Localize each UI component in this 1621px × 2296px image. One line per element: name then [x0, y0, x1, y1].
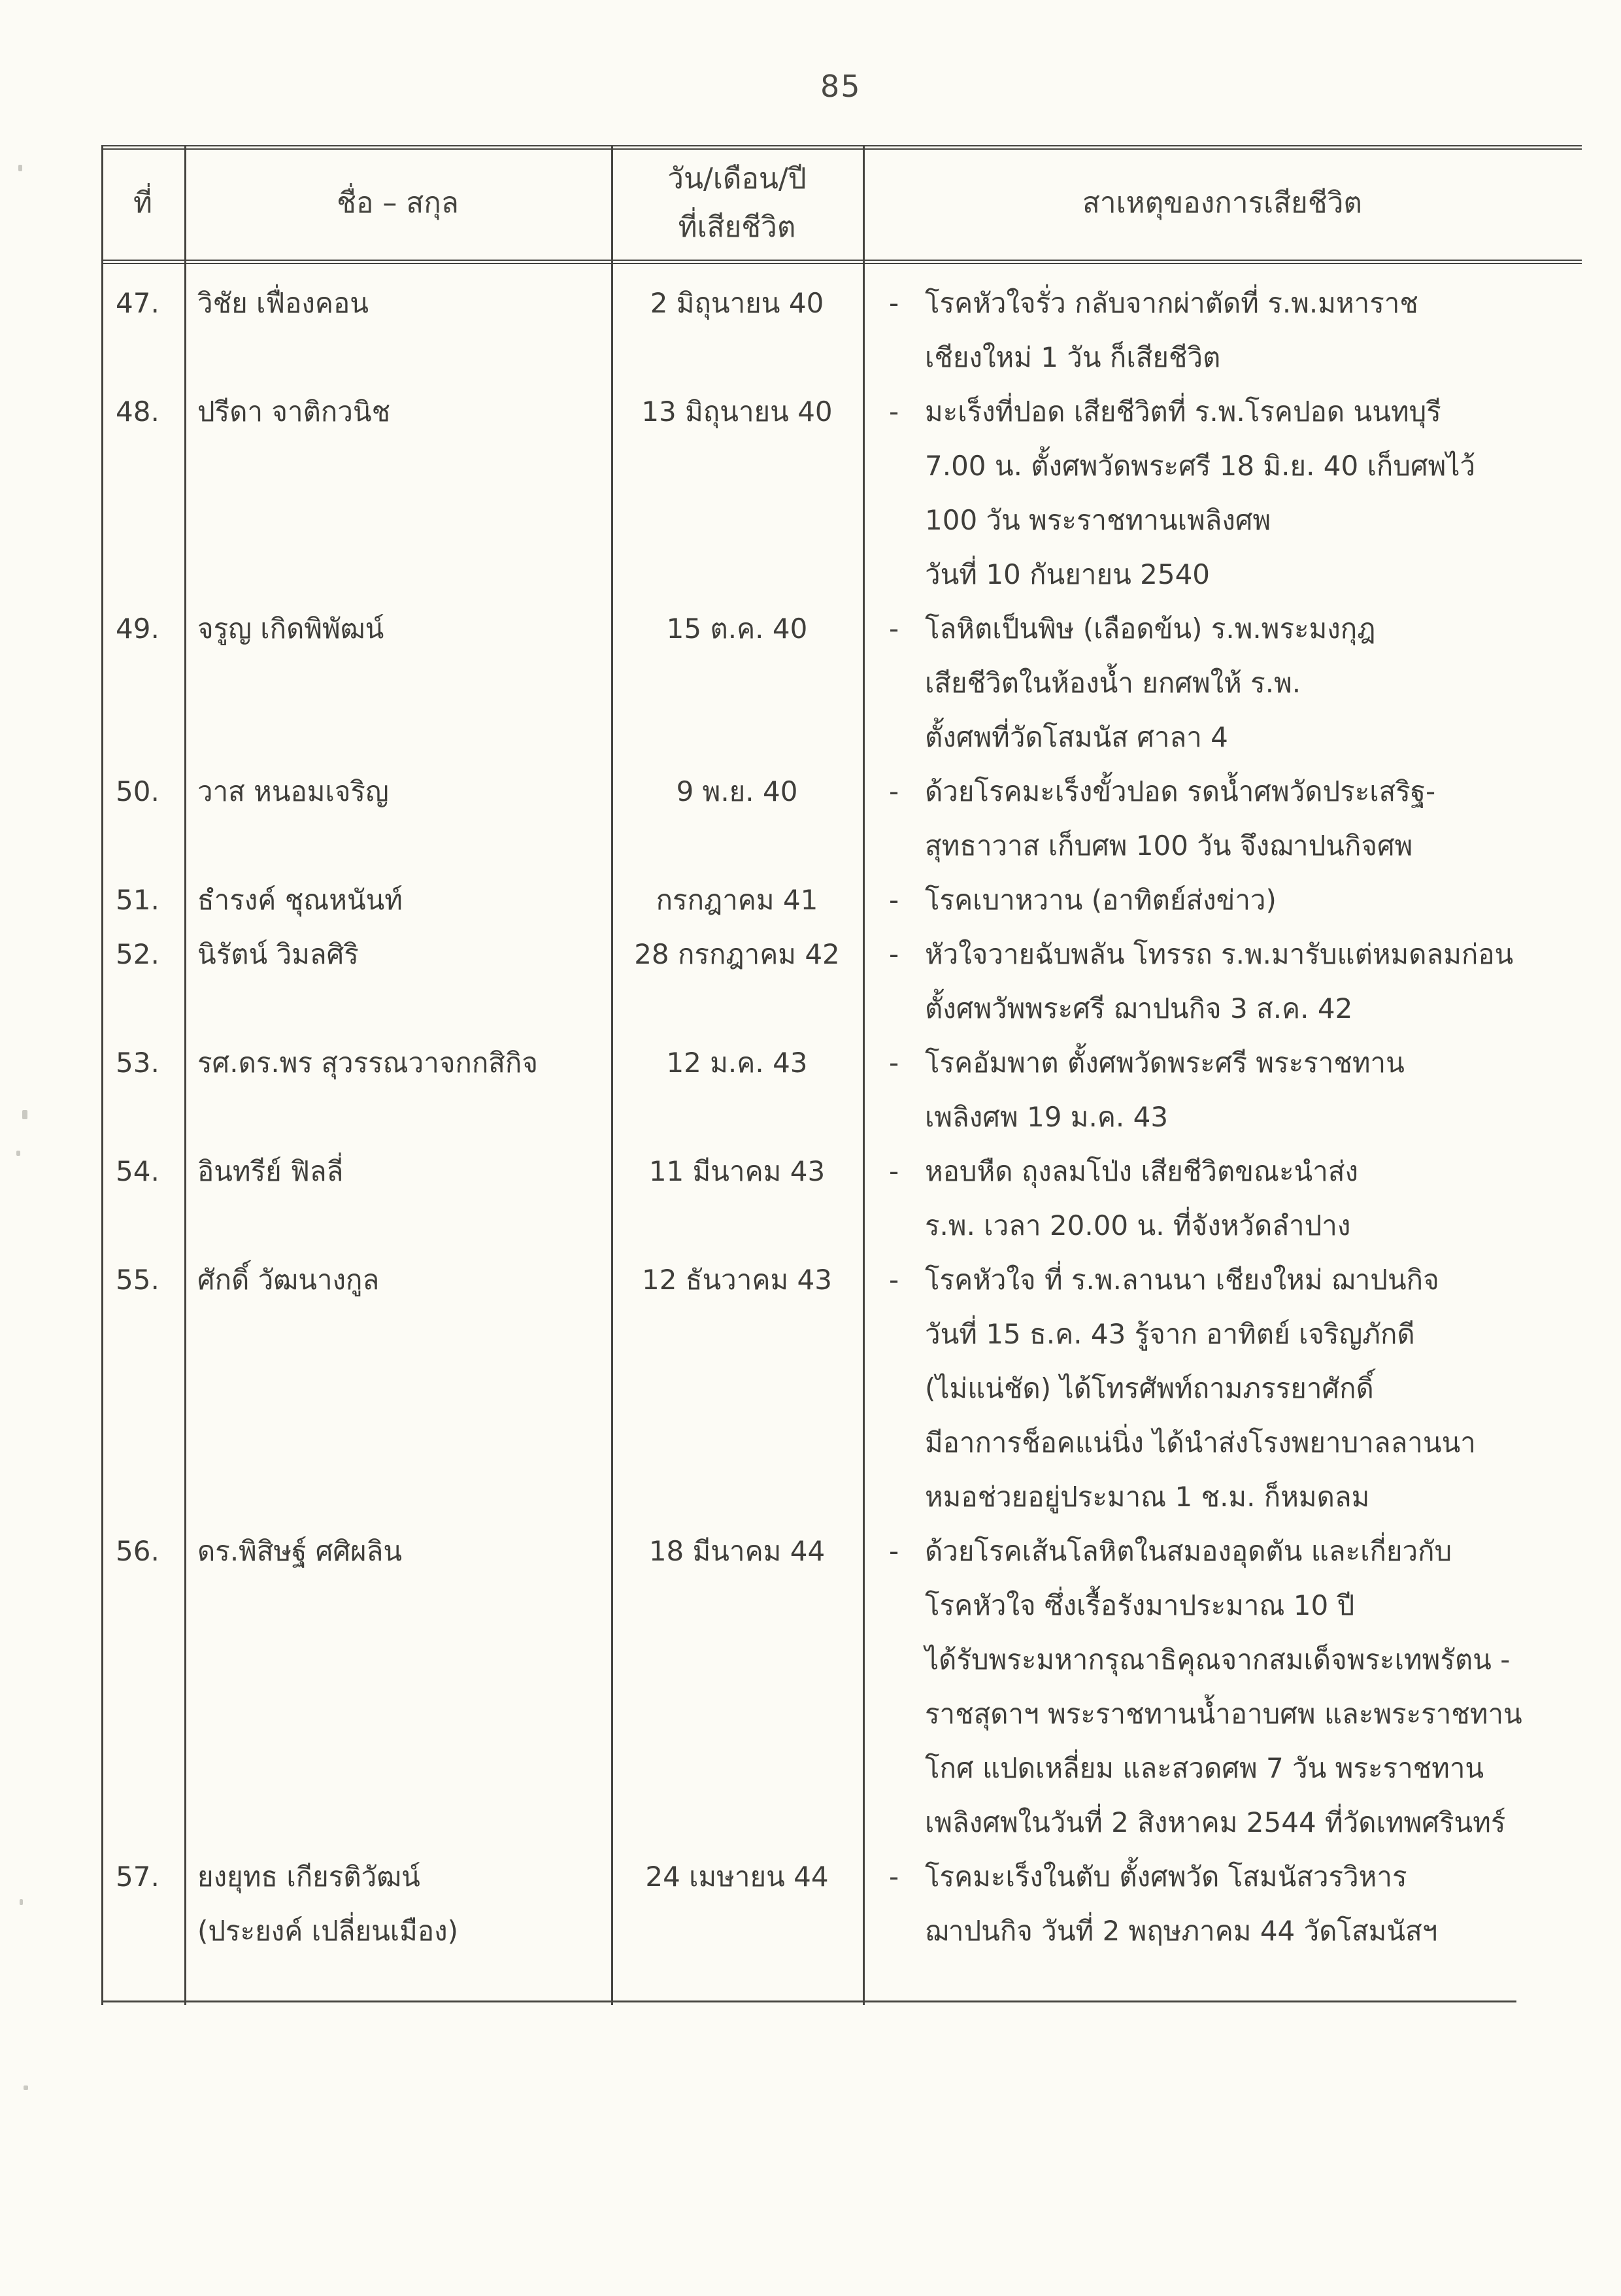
- cause-lines: [925, 927, 1582, 1036]
- cause-cell: [863, 764, 1582, 873]
- cause-dash: -: [889, 1264, 899, 1296]
- cause-line: ราชสุดาฯ พระราชทานน้ำอาบศพ และพระราชทาน: [925, 1698, 1522, 1730]
- name-cell: [184, 384, 611, 439]
- cause-line: เสียชีวิตในห้องน้ำ ยกศพให้ ร.พ.: [925, 667, 1301, 699]
- cause-line: เพลิงศพ 19 ม.ค. 43: [925, 1101, 1169, 1133]
- row-number: 57.: [116, 1861, 159, 1893]
- cause-dash: -: [889, 287, 899, 319]
- cause-lines: [925, 1036, 1582, 1144]
- cause-line: ด้วยโรคเส้นโลหิตในสมองอุดตัน และเกี่ยวกับ: [925, 1535, 1452, 1567]
- name-cell: [184, 927, 611, 981]
- name-cell: [184, 1253, 611, 1307]
- table-row: [101, 601, 1582, 764]
- cause-cell: [863, 384, 1582, 601]
- death-date-cell: 13 มิถุนายน 40: [641, 396, 833, 428]
- table-row: [101, 927, 1582, 1036]
- name-line: ธำรงค์ ชุณหนันท์: [197, 884, 403, 916]
- cause-line: โรคอัมพาต ตั้งศพวัดพระศรี พระราชทาน: [925, 1047, 1405, 1079]
- cause-line: วันที่ 15 ธ.ค. 43 รู้จาก อาทิตย์ เจริญภักดี: [925, 1318, 1415, 1350]
- name-cell: [184, 1036, 611, 1090]
- deaths-table: [101, 145, 1582, 2005]
- table-row: [101, 873, 1582, 927]
- row-number: 53.: [116, 1047, 159, 1079]
- name-cell: [184, 1524, 611, 1578]
- row-number: 52.: [116, 938, 159, 970]
- cause-lines: [925, 276, 1582, 384]
- table-row: [101, 1253, 1582, 1524]
- cause-lines: [925, 1524, 1582, 1849]
- cause-line: โรคเบาหวาน (อาทิตย์ส่งข่าว): [925, 884, 1277, 916]
- cause-dash: -: [889, 613, 899, 645]
- header-cause-label: สาเหตุของการเสียชีวิต: [1082, 186, 1362, 220]
- cause-line: โลหิตเป็นพิษ (เลือดข้น) ร.พ.พระมงกุฎ: [925, 613, 1376, 645]
- name-cell: [184, 764, 611, 819]
- page-number: 85: [820, 69, 861, 104]
- name-line: วาส หนอมเจริญ: [197, 775, 389, 807]
- cause-lines: [925, 1849, 1582, 1958]
- header-name-label: ชื่อ – สกุล: [337, 186, 459, 220]
- cause-line: ด้วยโรคมะเร็งขั้วปอด รดน้ำศพวัดประเสริฐ-: [925, 775, 1436, 807]
- name-line: ยงยุทธ เกียรติวัฒน์: [197, 1861, 420, 1893]
- row-number: 54.: [116, 1155, 159, 1187]
- cause-line: 100 วัน พระราชทานเพลิงศพ: [925, 504, 1271, 536]
- cause-cell: [863, 1849, 1582, 1958]
- cause-line: ตั้งศพที่วัดโสมนัส ศาลา 4: [925, 721, 1228, 753]
- cause-line: โรคมะเร็งในตับ ตั้งศพวัด โสมนัสวรวิหาร: [925, 1861, 1407, 1893]
- death-date-cell: 11 มีนาคม 43: [648, 1155, 826, 1187]
- row-number: 47.: [116, 287, 159, 319]
- death-date-cell: กรกฎาคม 41: [656, 884, 818, 916]
- row-number: 51.: [116, 884, 159, 916]
- header-date-line1: วัน/เดือน/ปี: [667, 162, 807, 195]
- name-cell: [184, 601, 611, 656]
- cause-lines: [925, 601, 1582, 764]
- name-line: ดร.พิสิษฐ์ ศศิผลิน: [197, 1535, 403, 1567]
- cause-cell: [863, 1253, 1582, 1524]
- death-date-cell: 18 มีนาคม 44: [648, 1535, 826, 1567]
- name-line: รศ.ดร.พร สุวรรณวาจกกสิกิจ: [197, 1047, 538, 1079]
- name-line: อินทรีย์ ฟิลลี่: [197, 1155, 344, 1187]
- table-row: [101, 1036, 1582, 1144]
- header-date: [611, 145, 863, 262]
- cause-dash: -: [889, 775, 899, 807]
- row-number: 56.: [116, 1535, 159, 1567]
- cause-dash: -: [889, 1047, 899, 1079]
- cause-line: 7.00 น. ตั้งศพวัดพระศรี 18 มิ.ย. 40 เก็บศพไว้: [925, 450, 1476, 482]
- name-line: ปรีดา จาติกวนิช: [197, 396, 391, 428]
- death-date-cell: 9 พ.ย. 40: [676, 775, 798, 807]
- name-line: (ประยงค์ เปลี่ยนเมือง): [197, 1915, 458, 1947]
- name-line: จรูญ เกิดพิพัฒน์: [197, 613, 384, 645]
- scan-speck: [18, 165, 22, 171]
- table-row: [101, 764, 1582, 873]
- table-bottom-border: [101, 2001, 1516, 2005]
- cause-dash: -: [889, 938, 899, 970]
- cause-cell: [863, 1144, 1582, 1253]
- death-date-cell: 12 ม.ค. 43: [666, 1047, 808, 1079]
- name-line: วิชัย เฟื่องคอน: [197, 287, 369, 319]
- row-number: 48.: [116, 396, 159, 428]
- cause-line: หอบหืด ถุงลมโป่ง เสียชีวิตขณะนำส่ง: [925, 1155, 1358, 1187]
- cause-cell: [863, 873, 1582, 927]
- header-no-label: ที่: [133, 186, 152, 220]
- cause-dash: -: [889, 884, 899, 916]
- death-date-cell: 12 ธันวาคม 43: [642, 1264, 832, 1296]
- name-cell: [184, 873, 611, 927]
- table-row: [101, 1524, 1582, 1849]
- cause-line: เพลิงศพในวันที่ 2 สิงหาคม 2544 ที่วัดเทพศรินทร์: [925, 1806, 1506, 1838]
- cause-line: มะเร็งที่ปอด เสียชีวิตที่ ร.พ.โรคปอด นนทบุรี: [925, 396, 1441, 428]
- cause-line: (ไม่แน่ชัด) ได้โทรศัพท์ถามภรรยาศักดิ์: [925, 1372, 1374, 1404]
- cause-line: ตั้งศพวัพพระศรี ฌาปนกิจ 3 ส.ค. 42: [925, 992, 1353, 1024]
- cause-line: ได้รับพระมหากรุณาธิคุณจากสมเด็จพระเทพรัตน -: [925, 1644, 1511, 1676]
- cause-dash: -: [889, 1535, 899, 1567]
- table-row: [101, 1849, 1582, 1958]
- cause-line: โรคหัวใจ ซึ่งเรื้อรังมาประมาณ 10 ปี: [925, 1589, 1355, 1621]
- name-line: นิรัตน์ วิมลศิริ: [197, 938, 359, 970]
- scan-speck: [20, 1899, 23, 1905]
- scan-speck: [16, 1151, 20, 1156]
- name-cell: [184, 276, 611, 330]
- cause-line: โรคหัวใจ ที่ ร.พ.ลานนา เชียงใหม่ ฌาปนกิจ: [925, 1264, 1439, 1296]
- cause-cell: [863, 927, 1582, 1036]
- death-date-cell: 2 มิถุนายน 40: [650, 287, 824, 319]
- row-number: 49.: [116, 613, 159, 645]
- name-cell: [184, 1144, 611, 1198]
- cause-lines: [925, 1253, 1582, 1524]
- row-number: 50.: [116, 775, 159, 807]
- cause-cell: [863, 601, 1582, 764]
- cause-cell: [863, 1524, 1582, 1849]
- cause-line: ร.พ. เวลา 20.00 น. ที่จังหวัดลำปาง: [925, 1209, 1351, 1241]
- cause-line: ฌาปนกิจ วันที่ 2 พฤษภาคม 44 วัดโสมนัสฯ: [925, 1915, 1438, 1947]
- scan-speck: [24, 2085, 28, 2090]
- cause-dash: -: [889, 396, 899, 428]
- cause-lines: [925, 873, 1582, 927]
- header-no: [101, 145, 184, 262]
- scan-speck: [22, 1110, 27, 1119]
- header-date-line2: ที่เสียชีวิต: [678, 211, 796, 244]
- cause-lines: [925, 764, 1582, 873]
- header-name: [184, 145, 611, 262]
- table-row: [101, 1144, 1582, 1253]
- table-row: [101, 276, 1582, 384]
- cause-lines: [925, 384, 1582, 601]
- cause-line: โรคหัวใจรั่ว กลับจากผ่าตัดที่ ร.พ.มหาราช: [925, 287, 1418, 319]
- name-line: ศักดิ์ วัฒนางกูล: [197, 1264, 380, 1296]
- cause-lines: [925, 1144, 1582, 1253]
- death-date-cell: 15 ต.ค. 40: [666, 613, 808, 645]
- death-date-cell: 28 กรกฎาคม 42: [634, 938, 840, 970]
- cause-line: หัวใจวายฉับพลัน โทรรถ ร.พ.มารับแต่หมดลมก่อน: [925, 938, 1514, 970]
- cause-line: โกศ แปดเหลี่ยม และสวดศพ 7 วัน พระราชทาน: [925, 1752, 1484, 1784]
- cause-line: สุทธาวาส เก็บศพ 100 วัน จึงฌาปนกิจศพ: [925, 830, 1413, 862]
- table-row: [101, 384, 1582, 601]
- cause-cell: [863, 1036, 1582, 1144]
- cause-cell: [863, 276, 1582, 384]
- cause-line: มีอาการช็อคแน่นิ่ง ได้นำส่งโรงพยาบาลลานนา: [925, 1427, 1476, 1459]
- cause-line: วันที่ 10 กันยายน 2540: [925, 558, 1211, 590]
- cause-dash: -: [889, 1155, 899, 1187]
- cause-dash: -: [889, 1861, 899, 1893]
- row-number: 55.: [116, 1264, 159, 1296]
- table-body: [101, 276, 1582, 1958]
- death-date-cell: 24 เมษายน 44: [645, 1861, 829, 1893]
- cause-line: หมอช่วยอยู่ประมาณ 1 ช.ม. ก็หมดลม: [925, 1481, 1370, 1513]
- name-cell: [184, 1849, 611, 1958]
- header-cause: [863, 145, 1582, 262]
- cause-line: เชียงใหม่ 1 วัน ก็เสียชีวิต: [925, 341, 1221, 373]
